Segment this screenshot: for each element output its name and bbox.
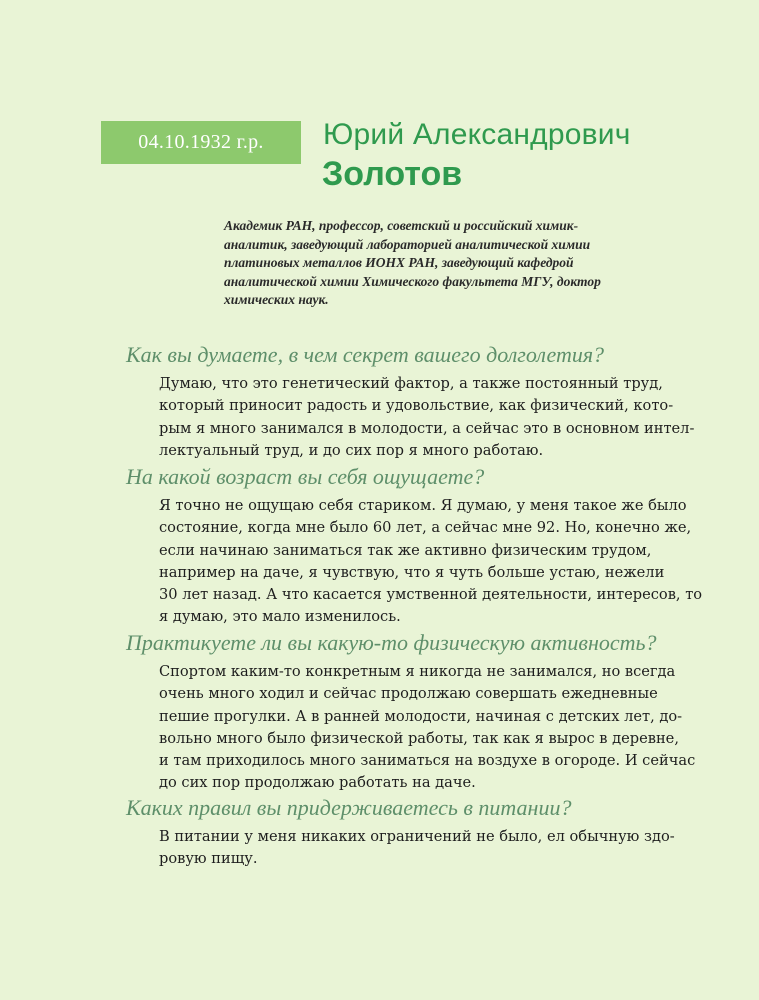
bio-line: аналитической химии Химического факультета МГУ, доктор	[224, 273, 601, 289]
answer-paragraph	[159, 495, 703, 629]
answer-line: Спортом каким-то конкретным я никогда не занимался, но всегда	[159, 663, 676, 680]
person-last-name: Золотов	[322, 155, 463, 193]
answer-line: если начинаю заниматься так же активно физическим трудом,	[159, 541, 652, 559]
answer-line: вольно много было физической работы, так как я вырос в деревне,	[159, 729, 679, 747]
bio-line: платиновых металлов ИОНХ РАН, заведующий кафедрой	[224, 255, 574, 271]
question-heading: Практикуете ли вы какую-то физическую активность?	[126, 630, 657, 655]
question-heading: На какой возраст вы себя ощущаете?	[126, 464, 485, 489]
qa-block-physical-activity	[126, 629, 696, 795]
qa-block-felt-age	[126, 463, 703, 629]
question-heading: Каких правил вы придерживаетесь в питании?	[126, 795, 572, 820]
answer-line: например на даче, я чувствую, что я чуть больше устаю, нежели	[159, 563, 665, 581]
answer-line: состояние, когда мне было 60 лет, а сейчас мне 92. Но, конечно же,	[159, 519, 692, 537]
answer-line: который приносит радость и удовольствие, как физический, кото-	[159, 397, 674, 415]
qa-block-nutrition	[126, 794, 686, 871]
answer-line: я думаю, это мало изменилось.	[159, 608, 401, 626]
answer-line: В питании у меня никаких ограничений не было, ел обычную здо-	[159, 828, 675, 845]
answer-line: ровую пищу.	[159, 850, 258, 868]
answer-line: и там приходилось много заниматься на воздухе в огороде. И сейчас	[159, 752, 696, 770]
answer-line: до сих пор продолжаю работать на даче.	[159, 774, 476, 792]
birth-date-badge: 04.10.1932 г.р.	[101, 121, 301, 164]
bio-line: Академик РАН, профессор, советский и российский химик-	[224, 218, 579, 233]
person-first-name: Юрий Александрович	[323, 118, 631, 151]
answer-line: рым я много занимался в молодости, а сейчас это в основном интел-	[159, 419, 695, 437]
biography-paragraph	[224, 217, 664, 310]
question-heading: Как вы думаете, в чем секрет вашего долголетия?	[126, 342, 605, 367]
bio-line: аналитик, заведующий лабораторией аналитической химии	[224, 236, 591, 252]
answer-line: Думаю, что это генетический фактор, а также постоянный труд,	[159, 375, 663, 392]
answer-line: очень много ходил и сейчас продолжаю совершать ежедневные	[159, 685, 658, 703]
answer-line: 30 лет назад. А что касается умственной деятельности, интересов, то	[159, 586, 703, 604]
answer-paragraph	[159, 826, 689, 871]
answer-line: пешие прогулки. А в ранней молодости, начиная с детских лет, до-	[159, 707, 683, 725]
answer-line: лектуальный труд, и до сих пор я много работаю.	[159, 441, 544, 459]
answer-line: Я точно не ощущаю себя стариком. Я думаю, у меня такое же было	[159, 497, 687, 514]
answer-paragraph	[159, 661, 696, 795]
answer-paragraph	[159, 373, 695, 462]
qa-block-longevity	[126, 341, 695, 462]
bio-line: химических наук.	[224, 292, 329, 308]
